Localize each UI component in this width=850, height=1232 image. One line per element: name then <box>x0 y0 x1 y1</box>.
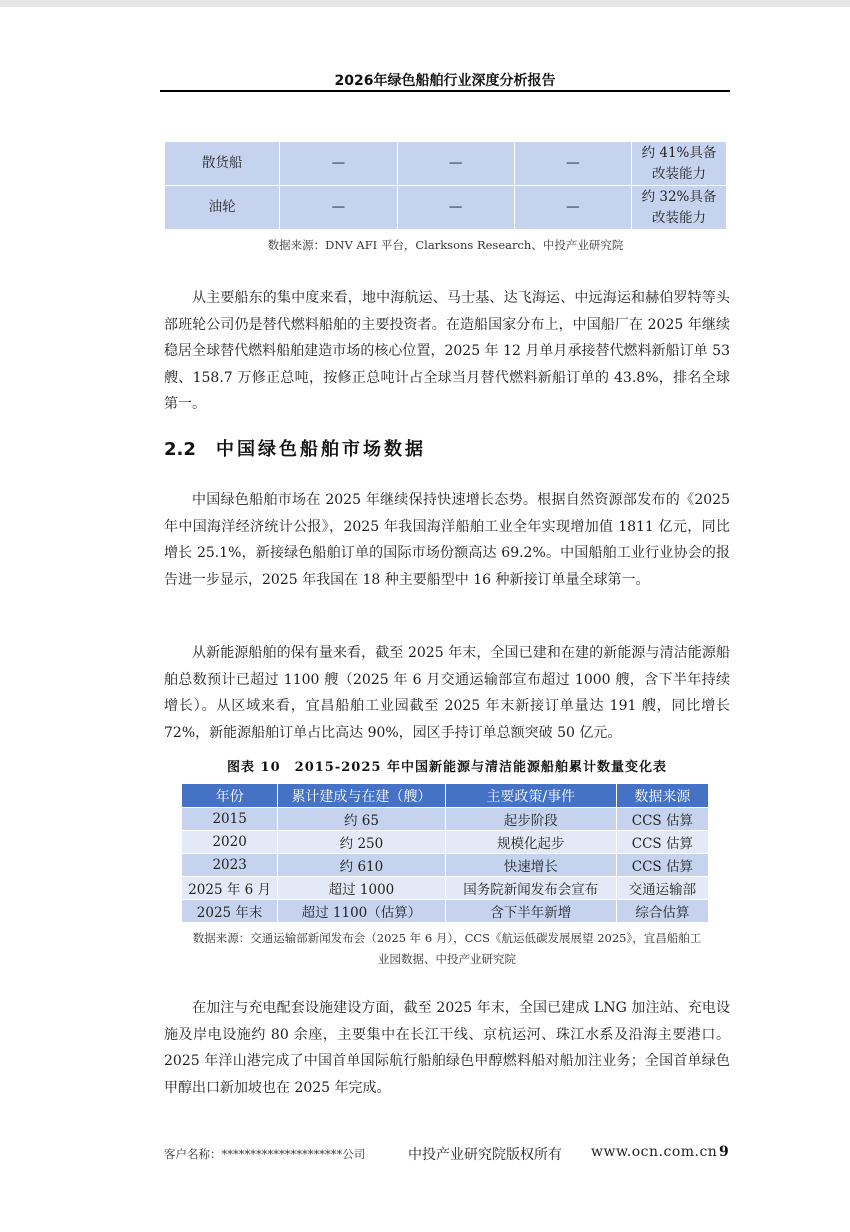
paragraph-shipowner-concentration: 从主要船东的集中度来看，地中海航运、马士基、达飞海运、中远海运和赫伯罗特等头部班轮公司仍是替代燃料船舶的主要投资者。在造船国家分布上，中国船厂在 2025 年继续稳居全球替代燃料船舶建造市场的核心位置，2025 年 12 月单月承接替代燃料新船订单 53 艘、158.7 万修正总吨，按修正总吨计占全球当月替代燃料新船订单的 43.8%，排名全球第一。 <box>164 290 730 412</box>
source-cell: CCS 估算 <box>616 831 708 854</box>
value-cell: — <box>397 186 514 230</box>
footer-url: www.ocn.com.cn <box>591 1144 718 1160</box>
year-cell: 2020 <box>182 831 278 854</box>
event-cell: 国务院新闻发布会宣布 <box>445 877 616 900</box>
value-cell: — <box>397 142 514 186</box>
retrofit-note-line: 约 32%具备 <box>641 188 717 205</box>
value-cell: — <box>280 142 397 186</box>
ship-type-cell: 散货船 <box>165 142 280 186</box>
paragraph-bunkering-infrastructure: 在加注与充电配套设施建设方面，截至 2025 年末，全国已建成 LNG 加注站、充电设施及岸电设施约 80 余座，主要集中在长江干线、京杭运河、珠江水系及沿海主要港口。2025 年洋山港完成了中国首单国际航行船舶绿色甲醇燃料船对船加注业务；全国首单绿色甲醇出口新加坡也在 2025 年完成。 <box>164 1000 730 1096</box>
column-header: 累计建成与在建（艘） <box>278 784 445 808</box>
column-header: 主要政策/事件 <box>445 784 616 808</box>
source-cell: CCS 估算 <box>616 808 708 831</box>
value-cell: — <box>514 186 631 230</box>
table-header-row <box>182 784 709 808</box>
table-row <box>165 142 727 186</box>
table-row <box>182 877 709 900</box>
section-heading <box>164 435 426 461</box>
ship-type-cell: 油轮 <box>165 186 280 230</box>
table-row <box>182 831 709 854</box>
column-header: 数据来源 <box>616 784 708 808</box>
footer-client-name: 客户名称：*********************公司 <box>164 1147 366 1161</box>
page-number: 9 <box>719 1144 729 1160</box>
report-header-title: 2026年绿色船舶行业深度分析报告 <box>334 73 556 89</box>
count-cell: 超过 1000 <box>278 877 445 900</box>
figure-label: 图表 10 <box>227 760 281 775</box>
section-title: 中国绿色船舶市场数据 <box>216 439 426 460</box>
section-number: 2.2 <box>164 439 196 460</box>
value-cell: — <box>280 186 397 230</box>
year-cell: 2015 <box>182 808 278 831</box>
figure-caption <box>164 756 730 775</box>
top-strip <box>0 0 850 7</box>
figure-source-line: 数据来源：交通运输部新闻发布会（2025 年 6 月），CCS《航运低碳发展展望 2025》，宜昌船舶工 <box>192 931 702 945</box>
table-row <box>182 854 709 877</box>
table-row <box>165 186 727 230</box>
figure-source-line: 业园数据、中投产业研究院 <box>378 952 516 966</box>
year-cell: 2025 年 6 月 <box>182 877 278 900</box>
source-cell: CCS 估算 <box>616 854 708 877</box>
cumulative-ship-count-table <box>181 783 709 923</box>
event-cell: 起步阶段 <box>445 808 616 831</box>
count-cell: 约 250 <box>278 831 445 854</box>
retrofit-note-line: 改装能力 <box>651 165 706 182</box>
table-source-note: 数据来源：DNV AFI 平台，Clarksons Research、中投产业研究院 <box>267 238 624 252</box>
event-cell: 规模化起步 <box>445 831 616 854</box>
table-row <box>182 808 709 831</box>
footer-copyright: 中投产业研究院版权所有 <box>408 1147 562 1163</box>
retrofit-note-line: 约 41%具备 <box>641 144 717 161</box>
retrofit-note-cell <box>631 186 726 230</box>
figure-title: 2015-2025 年中国新能源与清洁能源船舶累计数量变化表 <box>294 760 667 775</box>
year-cell: 2023 <box>182 854 278 877</box>
retrofit-note-line: 改装能力 <box>651 209 706 226</box>
source-cell: 综合估算 <box>616 900 708 923</box>
ship-retrofit-table <box>164 141 727 230</box>
header-rule <box>160 90 730 92</box>
table-row <box>182 900 709 923</box>
retrofit-note-cell <box>631 142 726 186</box>
value-cell: — <box>514 142 631 186</box>
event-cell: 含下半年新增 <box>445 900 616 923</box>
event-cell: 快速增长 <box>445 854 616 877</box>
column-header: 年份 <box>182 784 278 808</box>
count-cell: 约 65 <box>278 808 445 831</box>
year-cell: 2025 年末 <box>182 900 278 923</box>
source-cell: 交通运输部 <box>616 877 708 900</box>
paragraph-market-growth: 中国绿色船舶市场在 2025 年继续保持快速增长态势。根据自然资源部发布的《2025 年中国海洋经济统计公报》，2025 年我国海洋船舶工业全年实现增加值 1811 亿元，同比增长 25.1%，新接绿色船舶订单的国际市场份额高达 69.2%。中国船舶工业行业协会的报告进一步显示，2025 年我国在 18 种主要船型中 16 种新接订单量全球第一。 <box>164 492 730 588</box>
paragraph-fleet-size: 从新能源船舶的保有量来看，截至 2025 年末，全国已建和在建的新能源与清洁能源船舶总数预计已超过 1100 艘（2025 年 6 月交通运输部宣布超过 1000 艘，含下半年持续增长）。从区域来看，宜昌船舶工业园截至 2025 年末新接订单量达 191 艘，同比增长 72%，新能源船舶订单占比高达 90%，园区手持订单总额突破 50 亿元。 <box>164 645 730 741</box>
figure-source-note <box>164 928 730 970</box>
count-cell: 约 610 <box>278 854 445 877</box>
count-cell: 超过 1100（估算） <box>278 900 445 923</box>
